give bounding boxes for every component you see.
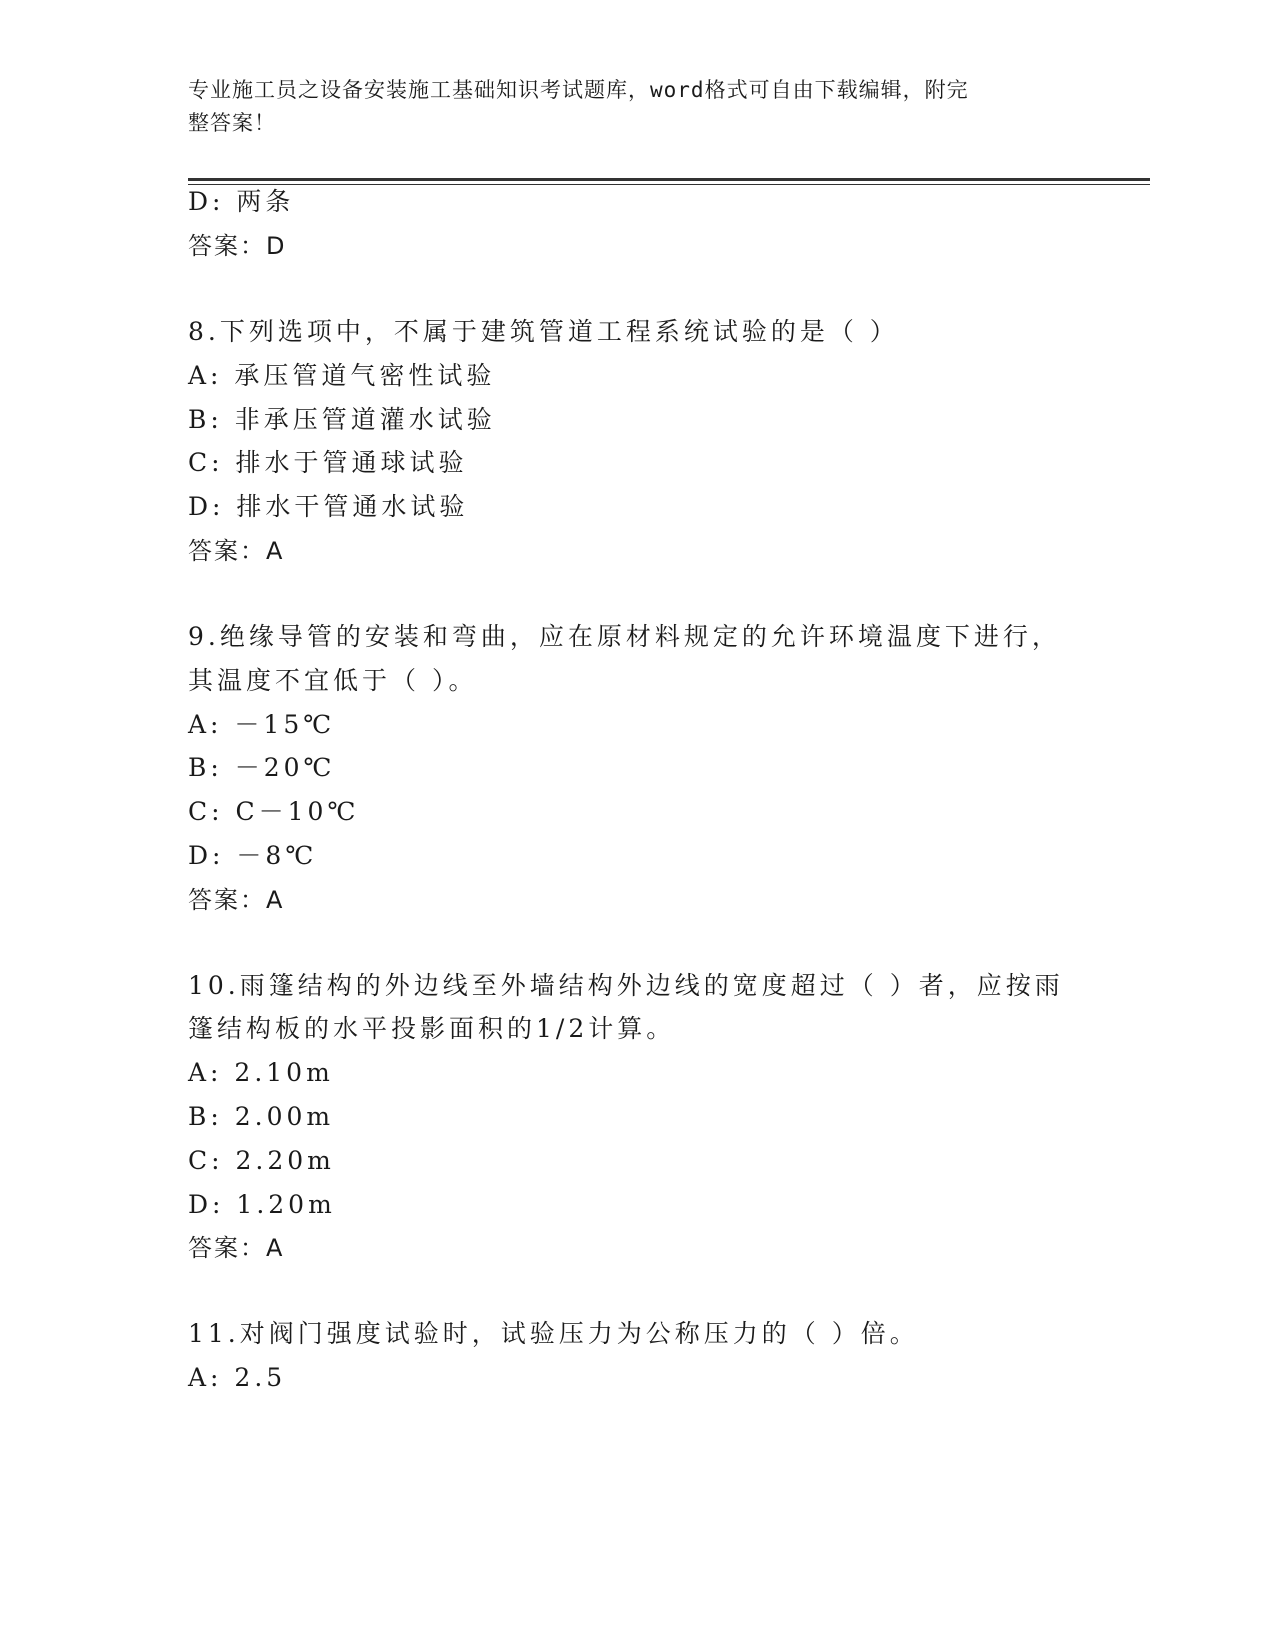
header-rule-thin xyxy=(188,184,1150,185)
q9-stem-line-2: 其温度不宜低于（ ）。 xyxy=(188,666,478,695)
q8-option-d: D: 排水干管通水试验 xyxy=(188,492,469,521)
q9-stem-line-1: 9.绝缘导管的安装和弯曲，应在原材料规定的允许环境温度下进行， xyxy=(188,622,1061,651)
q8-stem-line-1: 8.下列选项中，不属于建筑管道工程系统试验的是（ ） xyxy=(188,317,899,346)
header-rule-thick xyxy=(188,178,1150,181)
q9-option-d: D: －8℃ xyxy=(188,841,318,870)
header-line-2: 整答案！ xyxy=(188,111,276,135)
q10-option-b: B: 2.00m xyxy=(188,1102,335,1131)
q9-answer: 答案：A xyxy=(188,886,285,914)
q10-option-d: D: 1.20m xyxy=(188,1190,336,1219)
q9-option-a: A: －15℃ xyxy=(188,710,336,739)
q8-answer: 答案：A xyxy=(188,537,285,565)
q8-option-c: C: 排水于管通球试验 xyxy=(188,448,468,477)
q10-answer: 答案：A xyxy=(188,1234,285,1262)
q10-option-a: A: 2.10m xyxy=(188,1058,334,1087)
header-line-1: 专业施工员之设备安装施工基础知识考试题库，word格式可自由下载编辑，附完 xyxy=(188,78,969,102)
document-header xyxy=(188,74,1068,140)
q10-stem-line-1: 10.雨篷结构的外边线至外墙结构外边线的宽度超过（ ）者，应按雨 xyxy=(188,971,1064,1000)
q9-option-b: B: －20℃ xyxy=(188,753,336,782)
q10-stem-line-2: 篷结构板的水平投影面积的1/2计算。 xyxy=(188,1014,676,1043)
q9-option-c: C: C－10℃ xyxy=(188,797,360,826)
q11-stem-line-1: 11.对阀门强度试验时，试验压力为公称压力的（ ）倍。 xyxy=(188,1319,919,1348)
q11-option-a: A: 2.5 xyxy=(188,1363,287,1392)
prev-option-d: D: 两条 xyxy=(188,187,295,216)
q8-option-b: B: 非承压管道灌水试验 xyxy=(188,405,496,434)
q8-option-a: A: 承压管道气密性试验 xyxy=(188,361,496,390)
prev-answer: 答案：D xyxy=(188,232,287,260)
q10-option-c: C: 2.20m xyxy=(188,1146,335,1175)
